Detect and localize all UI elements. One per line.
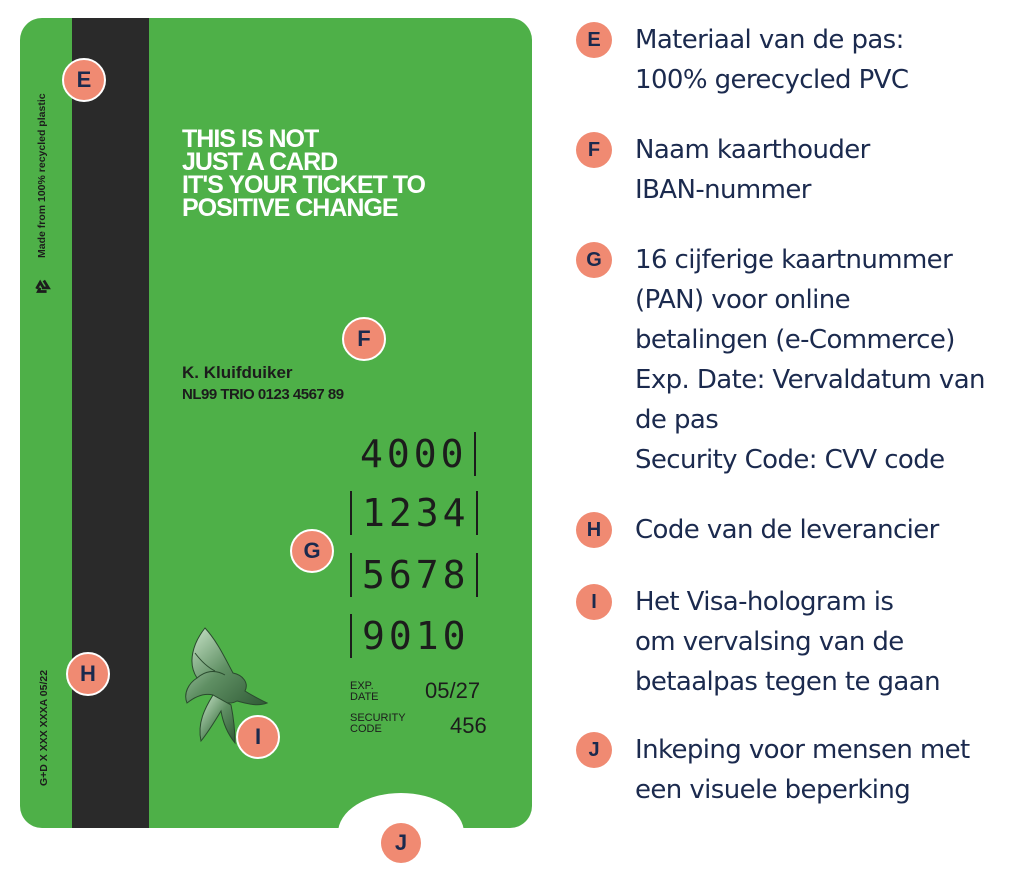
magnetic-stripe [72, 18, 149, 828]
slogan-line: JUST A CARD [182, 148, 338, 176]
legend-line: 16 cijferige kaartnummer [635, 245, 953, 275]
slogan-line: IT'S YOUR TICKET TO [182, 171, 425, 199]
supplier-code: G+D X XXX XXXA 05/22 [38, 669, 50, 786]
marker-i: I [236, 715, 280, 759]
marker-g: G [290, 529, 334, 573]
marker-e: E [62, 58, 106, 102]
legend-line: om vervalsing van de [635, 627, 904, 657]
legend-line: Security Code: CVV code [635, 445, 945, 475]
legend-line: Exp. Date: Vervaldatum van [635, 365, 985, 395]
legend-line: een visuele beperking [635, 775, 911, 805]
pan-group-3: 5678 [350, 553, 478, 597]
legend-line: IBAN-nummer [635, 175, 811, 205]
card-slogan [182, 125, 425, 222]
legend-text-g [635, 240, 1032, 480]
marker-j: J [381, 823, 421, 863]
legend-badge-i: I [576, 584, 612, 620]
iban-number: NL99 TRIO 0123 4567 89 [182, 386, 344, 403]
legend-line: Inkeping voor mensen met [635, 735, 970, 765]
legend-text-f [635, 130, 1032, 210]
bank-card [20, 18, 532, 828]
cardholder-name: K. Kluifduiker [182, 363, 293, 382]
security-code-label: SECURITY CODE [350, 712, 406, 735]
exp-date-value: 05/27 [425, 678, 481, 703]
legend-text-j [635, 730, 1032, 810]
legend-line: Naam kaarthouder [635, 135, 870, 165]
legend-text-i [635, 582, 1032, 702]
pan-group-2: 1234 [350, 491, 478, 535]
legend-line: betalingen (e-Commerce) [635, 325, 955, 355]
legend-line: de pas [635, 405, 719, 435]
marker-h: H [66, 652, 110, 696]
security-code-value: 456 [450, 713, 487, 738]
legend-line: 100% gerecycled PVC [635, 65, 909, 95]
slogan-line: THIS IS NOT [182, 125, 319, 153]
pan-group-1: 4000 [360, 432, 476, 476]
legend-line: (PAN) voor online [635, 285, 851, 315]
legend-line: Materiaal van de pas: [635, 25, 904, 55]
legend-badge-g: G [576, 242, 612, 278]
legend-badge-h: H [576, 512, 612, 548]
legend-badge-j: J [576, 732, 612, 768]
pan-group-4: 9010 [350, 614, 470, 658]
legend-line: Het Visa-hologram is [635, 587, 894, 617]
slogan-line: POSITIVE CHANGE [182, 194, 398, 222]
legend-text-e [635, 20, 1032, 100]
legend-line: Code van de leverancier [635, 515, 939, 545]
legend-text-h [635, 510, 1032, 550]
recycled-plastic-text: Made from 100% recycled plastic [36, 93, 48, 258]
marker-f: F [342, 317, 386, 361]
legend-line: betaalpas tegen te gaan [635, 667, 940, 697]
legend-badge-f: F [576, 132, 612, 168]
legend-badge-e: E [576, 22, 612, 58]
exp-date-label: EXP. DATE [350, 680, 379, 703]
recycle-icon [31, 275, 53, 297]
